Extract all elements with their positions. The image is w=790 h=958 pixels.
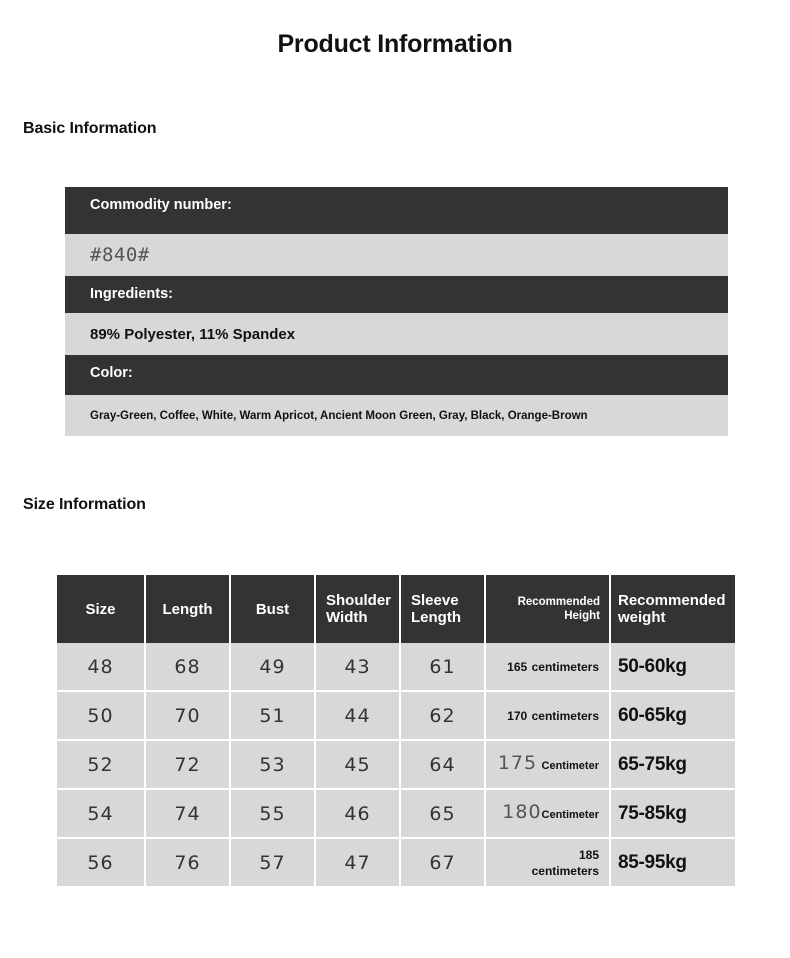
height-unit: centimeters (531, 659, 599, 674)
cell-shoulder-width: 44 (315, 691, 400, 740)
basic-row-ingredients-value (65, 313, 728, 355)
commodity-number-value: #840# (90, 244, 150, 266)
cell-recommended-weight: 50-60kg (610, 643, 735, 691)
height-number: 165 (507, 659, 528, 674)
table-row (57, 789, 735, 838)
column-header-length: Length (145, 575, 230, 643)
cell-length: 72 (145, 740, 230, 789)
cell-size: 56 (57, 838, 145, 886)
section-heading-basic-information: Basic Information (23, 120, 157, 137)
cell-shoulder-width: 46 (315, 789, 400, 838)
height-unit: centimeters (531, 708, 599, 723)
column-header-recommended-height: Recommended Height (485, 575, 610, 643)
column-header-sleeve-length: Sleeve Length (400, 575, 485, 643)
cell-size: 48 (57, 643, 145, 691)
color-label: Color: (90, 365, 133, 381)
cell-sleeve-length: 67 (400, 838, 485, 886)
column-header-recommended-weight: Recommended weight (610, 575, 735, 643)
ingredients-label: Ingredients: (90, 286, 173, 302)
cell-recommended-height (485, 740, 610, 789)
page-title: Product Information (277, 30, 513, 58)
cell-bust: 51 (230, 691, 315, 740)
height-number: 175 (497, 751, 538, 774)
cell-sleeve-length: 61 (400, 643, 485, 691)
cell-bust: 49 (230, 643, 315, 691)
section-heading-size-information: Size Information (23, 496, 146, 513)
size-table-header-row (57, 575, 735, 643)
height-unit: Centimeter (541, 808, 599, 821)
cell-recommended-height (485, 789, 610, 838)
column-header-size: Size (57, 575, 145, 643)
size-table-body (57, 643, 735, 886)
commodity-number-label: Commodity number: (90, 197, 232, 213)
ingredients-value: 89% Polyester, 11% Spandex (90, 325, 296, 343)
height-unit: Centimeter (541, 759, 599, 772)
cell-shoulder-width: 45 (315, 740, 400, 789)
cell-recommended-height (485, 643, 610, 691)
height-unit: centimeters (531, 863, 599, 878)
cell-bust: 55 (230, 789, 315, 838)
table-row (57, 740, 735, 789)
basic-row-commodity-value (65, 234, 728, 276)
cell-size: 52 (57, 740, 145, 789)
cell-shoulder-width: 47 (315, 838, 400, 886)
cell-recommended-height (485, 838, 610, 886)
cell-length: 74 (145, 789, 230, 838)
column-header-bust: Bust (230, 575, 315, 643)
basic-row-color-value (65, 395, 728, 436)
table-row (57, 643, 735, 691)
cell-bust: 53 (230, 740, 315, 789)
cell-recommended-weight: 60-65kg (610, 691, 735, 740)
basic-row-color-label (65, 355, 728, 395)
cell-sleeve-length: 62 (400, 691, 485, 740)
cell-sleeve-length: 64 (400, 740, 485, 789)
basic-information-table (65, 187, 728, 436)
size-information-table (57, 575, 735, 886)
height-number: 180 (502, 800, 542, 823)
cell-recommended-height (485, 691, 610, 740)
cell-recommended-weight: 75-85kg (610, 789, 735, 838)
table-row (57, 838, 735, 886)
cell-shoulder-width: 43 (315, 643, 400, 691)
basic-row-commodity-label (65, 187, 728, 234)
color-value: Gray-Green, Coffee, White, Warm Apricot, Ancient Moon Green, Gray, Black, Orange-Brown (90, 409, 588, 422)
cell-size: 54 (57, 789, 145, 838)
column-header-shoulder-width: Shoulder Width (315, 575, 400, 643)
cell-size: 50 (57, 691, 145, 740)
cell-bust: 57 (230, 838, 315, 886)
cell-length: 68 (145, 643, 230, 691)
basic-row-ingredients-label (65, 276, 728, 313)
cell-length: 76 (145, 838, 230, 886)
height-number: 185 (578, 847, 599, 862)
table-row (57, 691, 735, 740)
cell-length: 70 (145, 691, 230, 740)
cell-recommended-weight: 65-75kg (610, 740, 735, 789)
height-number: 170 (507, 708, 528, 723)
cell-sleeve-length: 65 (400, 789, 485, 838)
cell-recommended-weight: 85-95kg (610, 838, 735, 886)
